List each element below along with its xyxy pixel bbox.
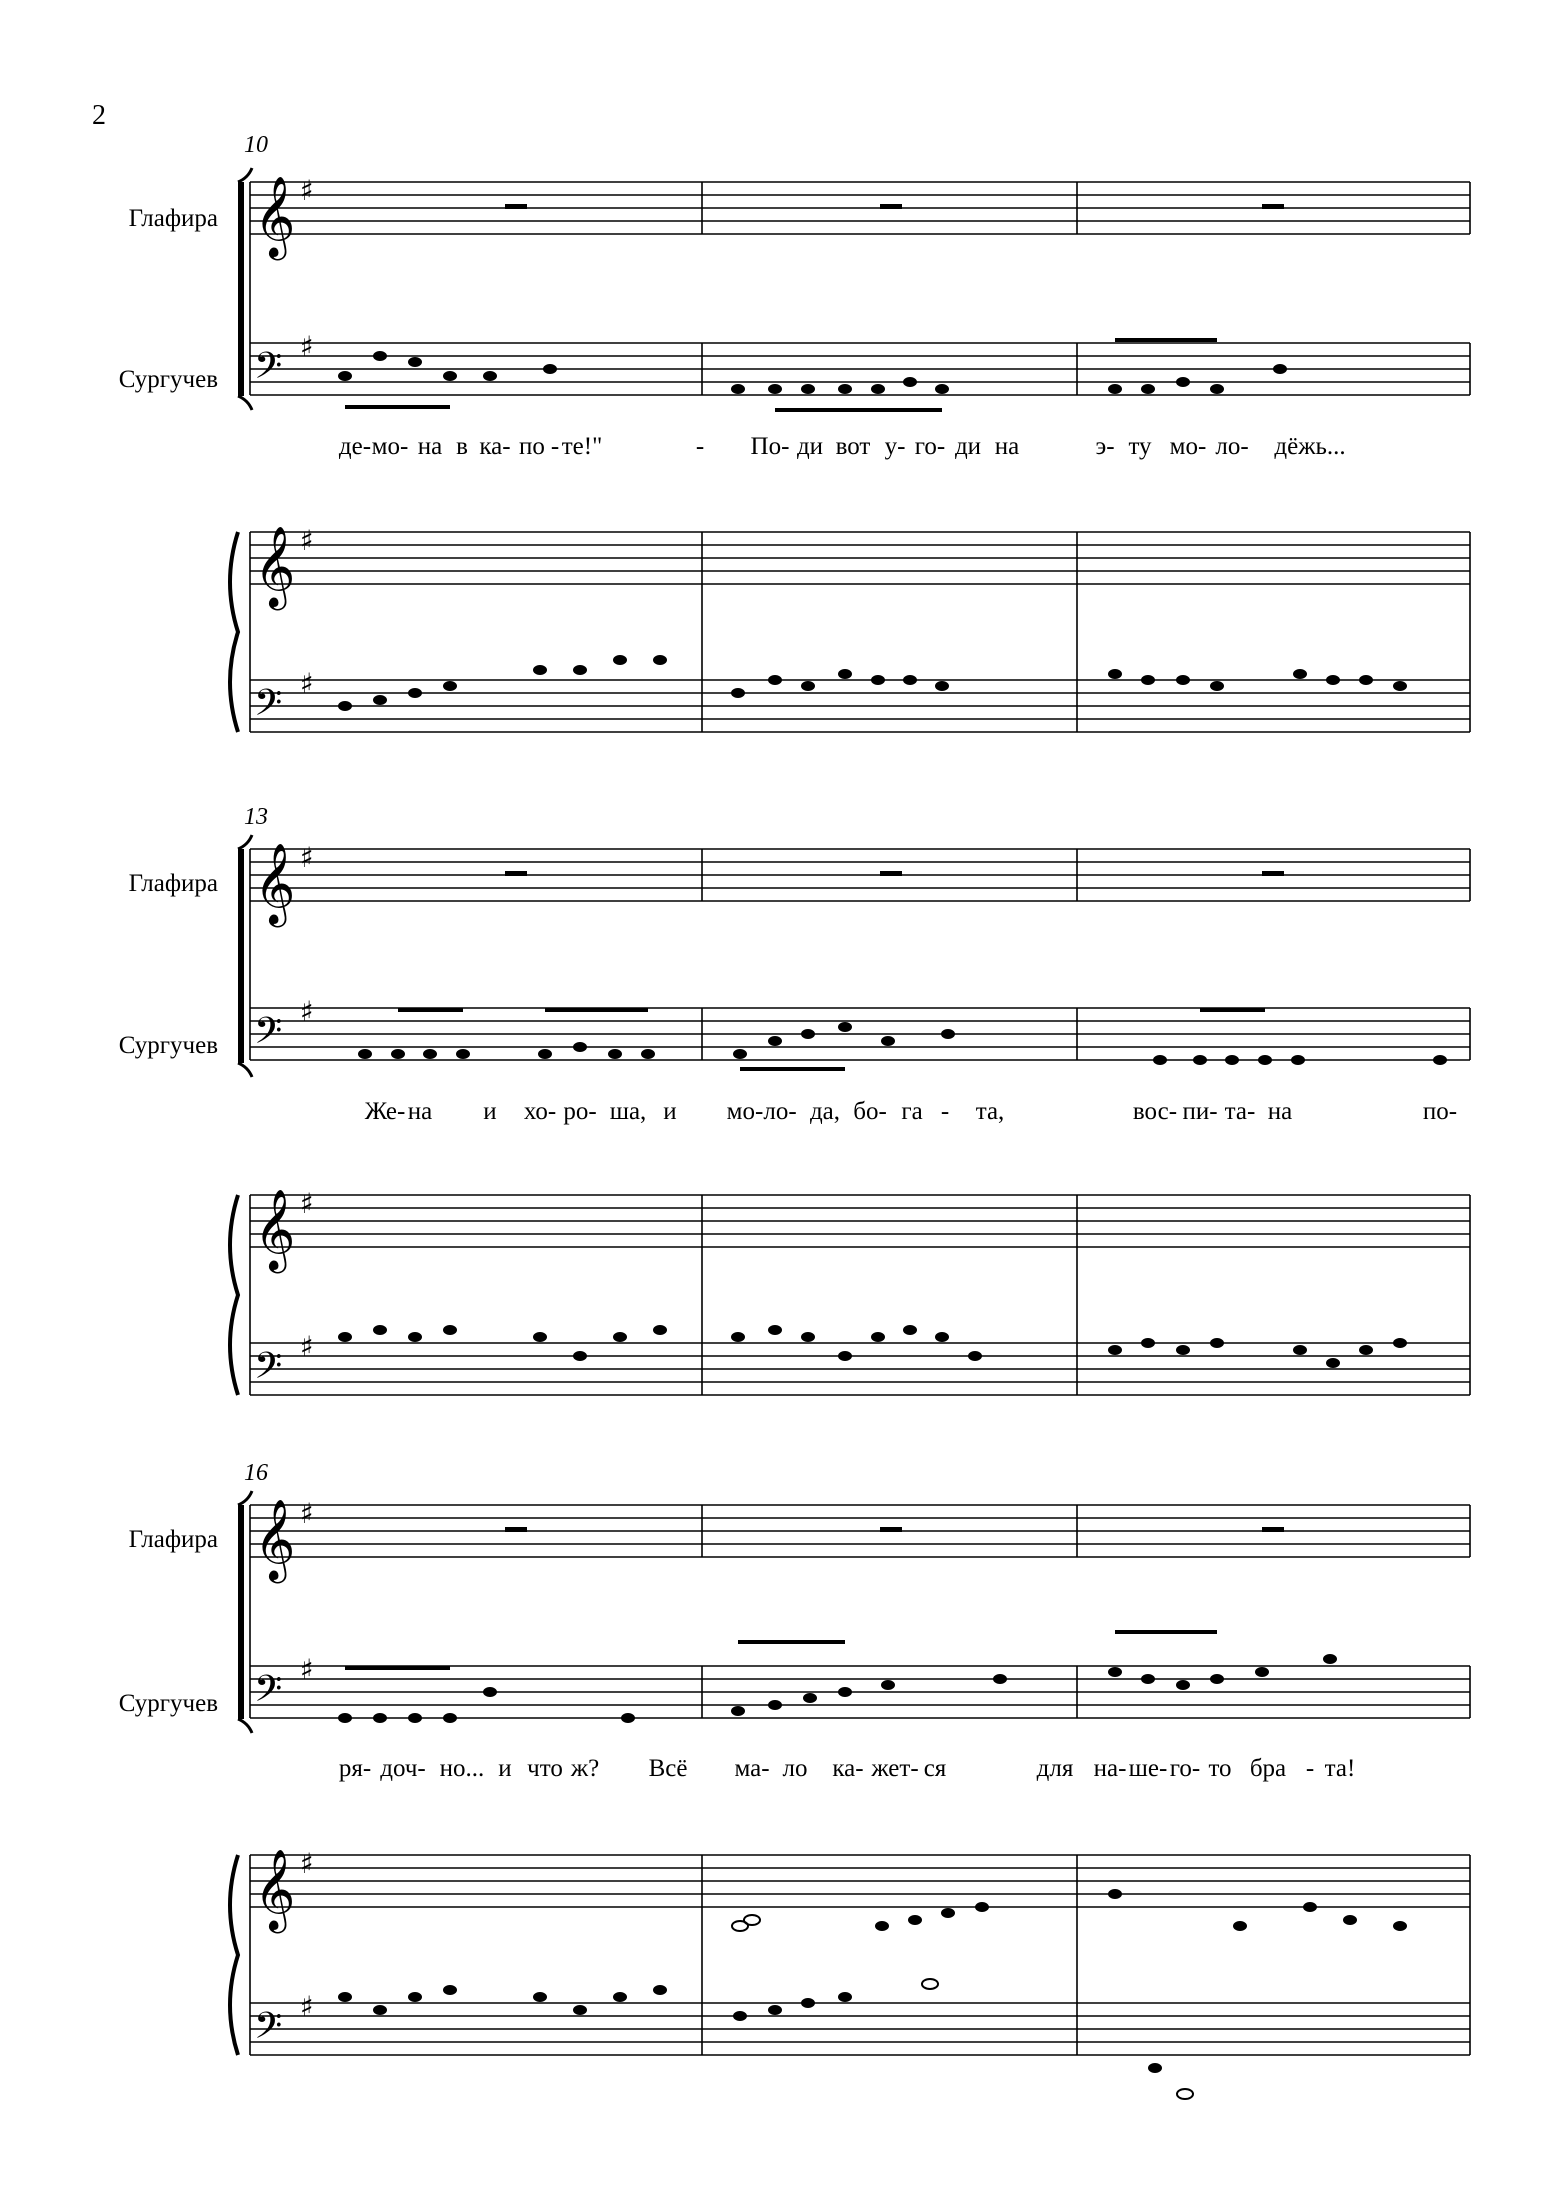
svg-text:𝄞: 𝄞 — [254, 1188, 296, 1270]
lyric-syllable: ше- — [1128, 1755, 1168, 1782]
svg-text:♯: ♯ — [300, 1990, 314, 2023]
lyric-syllable: ма- — [734, 1755, 770, 1782]
lyric-syllable: мо- — [1169, 433, 1207, 460]
lyric-syllable: ло- — [763, 1098, 797, 1125]
lyric-syllable: по — [519, 433, 545, 460]
svg-text:♯: ♯ — [300, 1653, 314, 1686]
svg-text:♯: ♯ — [300, 524, 314, 557]
lyric-syllable: мо- — [371, 433, 409, 460]
svg-text:𝄢: 𝄢 — [254, 682, 283, 733]
lyric-syllable: го- — [914, 433, 946, 460]
lyric-syllable: та, — [975, 1098, 1005, 1125]
lyric-syllable: де- — [338, 433, 372, 460]
lyric-syllable: По- — [750, 433, 790, 460]
svg-text:♯: ♯ — [300, 330, 314, 363]
part-name-surguchev: Сургучев — [118, 1032, 218, 1059]
measure-number: 10 — [244, 132, 268, 158]
staff-piano-treble — [250, 1847, 1470, 1933]
svg-text:♯: ♯ — [300, 1847, 314, 1880]
lyric-syllable: ж? — [570, 1755, 600, 1782]
lyric-syllable: но... — [439, 1755, 485, 1782]
lyric-syllable: вот — [835, 433, 871, 460]
lyric-syllable: ря- — [338, 1755, 372, 1782]
part-name-glafira: Глафира — [128, 870, 218, 897]
lyric-syllable: ди — [954, 433, 982, 460]
lyric-syllable: и — [483, 1098, 497, 1125]
lyric-syllable: хо- — [523, 1098, 557, 1125]
lyric-syllable: ди — [796, 433, 824, 460]
svg-text:♯: ♯ — [300, 1187, 314, 1220]
lyric-syllable: и — [663, 1098, 677, 1125]
svg-text:𝄢: 𝄢 — [254, 345, 283, 396]
lyric-syllable: в — [456, 433, 468, 460]
lyric-syllable: та! — [1324, 1755, 1356, 1782]
lyric-syllable: вос- — [1132, 1098, 1178, 1125]
lyric-syllable: на — [407, 1098, 433, 1125]
measure-number: 13 — [244, 804, 268, 830]
staff-surguchev — [250, 1630, 1470, 1723]
lyric-syllable: что — [527, 1755, 563, 1782]
lyric-syllable: дёжь... — [1274, 433, 1346, 460]
part-name-glafira: Глафира — [128, 1526, 218, 1553]
lyric-syllable: ка- — [479, 433, 511, 460]
svg-text:♯: ♯ — [300, 995, 314, 1028]
lyric-syllable: - — [695, 433, 705, 460]
svg-text:♯: ♯ — [300, 174, 314, 207]
svg-text:𝄞: 𝄞 — [254, 1498, 296, 1580]
part-name-surguchev: Сургучев — [118, 1690, 218, 1717]
lyric-syllable: - — [550, 433, 560, 460]
staff-piano-bass — [250, 1979, 1470, 2099]
lyric-syllable: на- — [1093, 1755, 1127, 1782]
svg-text:𝄢: 𝄢 — [254, 2005, 283, 2056]
lyric-syllable: ша, — [609, 1098, 647, 1125]
lyric-syllable: у- — [884, 433, 906, 460]
lyric-syllable: ся — [923, 1755, 947, 1782]
measure-number: 16 — [244, 1460, 268, 1486]
svg-text:𝄞: 𝄞 — [254, 842, 296, 924]
lyric-syllable: - — [940, 1098, 950, 1125]
svg-text:♯: ♯ — [300, 1330, 314, 1363]
svg-text:𝄞: 𝄞 — [254, 1848, 296, 1930]
svg-text:♯: ♯ — [300, 1497, 314, 1530]
lyrics-line — [0, 1755, 1554, 1795]
lyric-syllable: ка- — [832, 1755, 864, 1782]
page-number: 2 — [92, 100, 106, 131]
lyric-syllable: на — [417, 433, 443, 460]
lyric-syllable: то — [1208, 1755, 1232, 1782]
svg-text:𝄢: 𝄢 — [254, 1010, 283, 1061]
lyric-syllable: и — [498, 1755, 512, 1782]
lyric-syllable: жет- — [871, 1755, 919, 1782]
part-name-glafira: Глафира — [128, 205, 218, 232]
lyric-syllable: э- — [1095, 433, 1115, 460]
lyric-syllable: для — [1036, 1755, 1074, 1782]
svg-text:♯: ♯ — [300, 841, 314, 874]
lyric-syllable: по- — [1422, 1098, 1458, 1125]
svg-text:𝄞: 𝄞 — [254, 525, 296, 607]
lyric-syllable: бо- — [853, 1098, 887, 1125]
lyric-syllable: та- — [1224, 1098, 1256, 1125]
lyric-syllable: да, — [809, 1098, 841, 1125]
lyric-syllable: ту — [1128, 433, 1152, 460]
lyric-syllable: га — [901, 1098, 923, 1125]
part-name-surguchev: Сургучев — [118, 366, 218, 393]
lyric-syllable: те!" — [561, 433, 603, 460]
lyric-syllable: бра — [1249, 1755, 1287, 1782]
lyric-syllable: пи- — [1182, 1098, 1218, 1125]
lyric-syllable: Же- — [364, 1098, 406, 1125]
svg-text:𝄞: 𝄞 — [254, 175, 296, 257]
lyric-syllable: доч- — [380, 1755, 426, 1782]
lyric-syllable: на — [994, 433, 1020, 460]
lyric-syllable: на — [1267, 1098, 1293, 1125]
svg-text:𝄢: 𝄢 — [254, 1345, 283, 1396]
lyric-syllable: Всё — [648, 1755, 688, 1782]
lyric-syllable: - — [1305, 1755, 1315, 1782]
lyric-syllable: ло- — [1215, 433, 1249, 460]
svg-text:𝄢: 𝄢 — [254, 1668, 283, 1719]
lyric-syllable: ро- — [563, 1098, 597, 1125]
lyric-syllable: ло — [782, 1755, 808, 1782]
lyric-syllable: го- — [1169, 1755, 1201, 1782]
staff-glafira — [250, 1497, 1470, 1583]
lyric-syllable: мо- — [726, 1098, 764, 1125]
svg-text:♯: ♯ — [300, 667, 314, 700]
